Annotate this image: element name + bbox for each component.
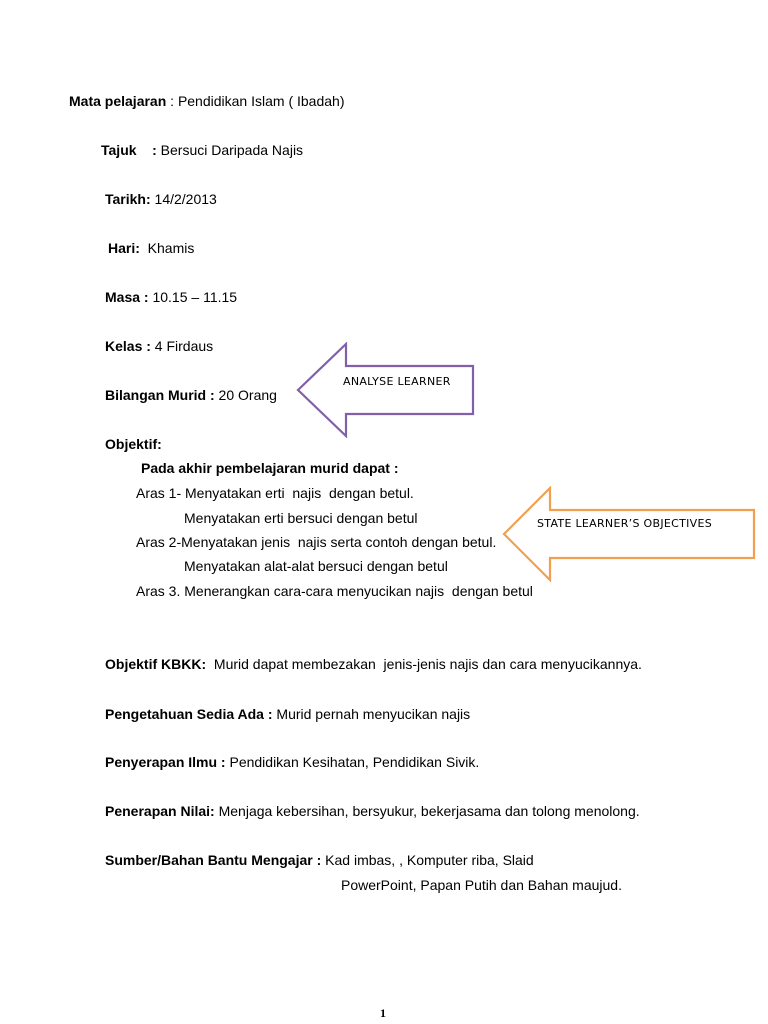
class-label: Kelas : bbox=[105, 338, 151, 354]
day-label: Hari: bbox=[108, 240, 140, 256]
students-label: Bilangan Murid : bbox=[105, 387, 215, 403]
class-line bbox=[105, 337, 213, 355]
kbkk-line bbox=[105, 655, 642, 673]
objectives-heading: Objektif: bbox=[105, 436, 162, 452]
knowledge-absorption-label: Penyerapan Ilmu : bbox=[105, 754, 226, 770]
date-label: Tarikh: bbox=[105, 191, 151, 207]
date-value: 14/2/2013 bbox=[150, 191, 217, 207]
analyse-learner-label: ANALYSE LEARNER bbox=[343, 375, 451, 388]
resources-continued: PowerPoint, Papan Putih dan Bahan maujud. bbox=[341, 877, 622, 893]
knowledge-absorption-line bbox=[105, 753, 479, 771]
time-label: Masa : bbox=[105, 289, 149, 305]
topic-line bbox=[101, 141, 303, 159]
resources-label: Sumber/Bahan Bantu Mengajar : bbox=[105, 852, 322, 868]
time-value: 10.15 – 11.15 bbox=[148, 289, 238, 305]
resources-line bbox=[105, 851, 534, 869]
subject-label: Mata pelajaran bbox=[69, 93, 167, 109]
subject-sep: : bbox=[166, 93, 178, 109]
values-line bbox=[105, 802, 640, 820]
topic-value: Bersuci Daripada Najis bbox=[160, 142, 304, 158]
subject-line bbox=[69, 92, 344, 110]
class-value: 4 Firdaus bbox=[150, 338, 214, 354]
prior-knowledge-value: Murid pernah menyucikan najis bbox=[272, 706, 471, 722]
page-number: 1 bbox=[380, 1006, 386, 1020]
objectives-intro: Pada akhir pembelajaran murid dapat : bbox=[141, 460, 399, 476]
objective-line: Aras 1- Menyatakan erti najis dengan betul. bbox=[136, 485, 414, 501]
values-value: Menjaga kebersihan, bersyukur, bekerjasama dan tolong menolong. bbox=[214, 803, 640, 819]
objective-line: Menyatakan erti bersuci dengan betul bbox=[184, 510, 418, 526]
prior-knowledge-line bbox=[105, 705, 470, 723]
kbkk-label: Objektif KBKK: bbox=[105, 656, 207, 672]
day-line bbox=[108, 239, 194, 257]
knowledge-absorption-value: Pendidikan Kesihatan, Pendidikan Sivik. bbox=[225, 754, 480, 770]
objective-line: Aras 3. Menerangkan cara-cara menyucikan najis dengan betul bbox=[136, 583, 533, 599]
objective-line: Aras 2-Menyatakan jenis najis serta contoh dengan betul. bbox=[136, 534, 497, 550]
students-value: 20 Orang bbox=[214, 387, 277, 403]
topic-sep: : bbox=[136, 142, 161, 158]
students-line bbox=[105, 386, 277, 404]
date-line bbox=[105, 190, 217, 208]
analyse-learner-arrow bbox=[296, 342, 476, 438]
state-objectives-label: STATE LEARNER’S OBJECTIVES bbox=[537, 517, 713, 530]
prior-knowledge-label: Pengetahuan Sedia Ada : bbox=[105, 706, 273, 722]
state-objectives-arrow bbox=[502, 486, 758, 582]
subject-value: Pendidikan Islam ( Ibadah) bbox=[177, 93, 345, 109]
objective-line: Menyatakan alat-alat bersuci dengan betul bbox=[184, 558, 448, 574]
values-label: Penerapan Nilai: bbox=[105, 803, 215, 819]
time-line bbox=[105, 288, 237, 306]
day-value: Khamis bbox=[139, 240, 195, 256]
kbkk-value: Murid dapat membezakan jenis-jenis najis dan cara menyucikannya. bbox=[206, 656, 642, 672]
resources-value: Kad imbas, , Komputer riba, Slaid bbox=[321, 852, 534, 868]
topic-label: Tajuk bbox=[101, 142, 137, 158]
